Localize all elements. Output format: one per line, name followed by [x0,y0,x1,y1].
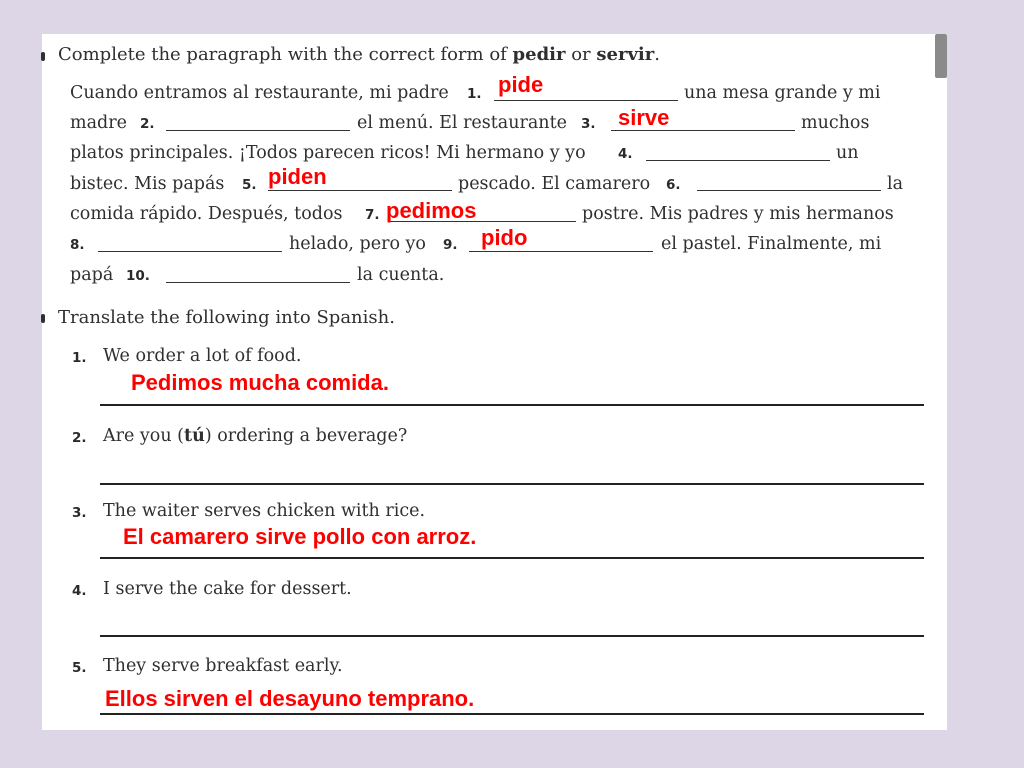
paragraph-text: comida rápido. Después, todos [70,204,343,224]
blank-2 [166,130,350,131]
item-number: 10. [126,268,150,284]
blank-6 [697,190,881,191]
blank-8 [98,251,282,252]
answer-pide: pide [498,72,544,97]
item-number: 9. [443,237,458,253]
section2-instruction: Translate the following into Spanish. [58,307,395,328]
paragraph-text: la cuenta. [357,265,445,285]
item-number: 5. [72,660,87,676]
section2-bullet [41,314,45,323]
item-number: 2. [140,116,155,132]
translation-answer: El camarero sirve pollo con arroz. [123,524,477,549]
translation-prompt: The waiter serves chicken with rice. [103,501,426,521]
paragraph-text: helado, pero yo [289,234,426,254]
paragraph-text: una mesa grande y mi [684,83,881,103]
blank-4 [646,160,830,161]
answer-line [100,557,924,559]
item-number: 8. [70,237,85,253]
answer-piden: piden [268,164,327,189]
blank-9 [469,251,653,252]
paragraph-text: bistec. Mis papás [70,174,225,194]
item-number: 2. [72,430,87,446]
blank-10 [166,282,350,283]
paragraph-text: papá [70,265,114,285]
paragraph-text: la [887,174,904,194]
answer-line [100,635,924,637]
answer-sirve: sirve [618,105,670,130]
scrollbar-thumb[interactable] [935,34,947,78]
item-number: 3. [72,505,87,521]
paragraph-text: muchos [801,113,870,133]
blank-1 [494,100,678,101]
paragraph-text: postre. Mis padres y mis hermanos [582,204,894,224]
answer-line [100,483,924,485]
blank-3 [611,130,795,131]
paragraph-text: platos principales. ¡Todos parecen ricos! Mi hermano y yo [70,143,586,163]
translation-prompt: We order a lot of food. [103,346,302,366]
answer-line [100,404,924,406]
paragraph-text: Cuando entramos al restaurante, mi padre [70,83,449,103]
item-number: 4. [618,146,633,162]
answer-line [100,713,924,715]
item-number: 5. [242,177,257,193]
blank-5 [268,190,452,191]
translation-answer: Pedimos mucha comida. [131,370,389,395]
item-number: 3. [581,116,596,132]
paragraph-text: el pastel. Finalmente, mi [661,234,882,254]
answer-pedimos: pedimos [386,198,477,223]
translation-prompt: Are you (tú) ordering a beverage? [103,426,408,446]
answer-pido: pido [481,225,528,250]
paragraph-text: madre [70,113,127,133]
paragraph-text: el menú. El restaurante [357,113,567,133]
item-number: 1. [467,86,482,102]
item-number: 6. [666,177,681,193]
item-number: 7. [365,207,380,223]
translation-answer: Ellos sirven el desayuno temprano. [105,686,475,711]
section1-instruction: Complete the paragraph with the correct form of pedir or servir. [58,44,660,65]
translation-prompt: I serve the cake for dessert. [103,579,352,599]
item-number: 1. [72,350,87,366]
paragraph-text: pescado. El camarero [458,174,651,194]
section1-bullet [41,52,45,61]
paragraph-text: un [836,143,859,163]
item-number: 4. [72,583,87,599]
translation-prompt: They serve breakfast early. [103,656,343,676]
